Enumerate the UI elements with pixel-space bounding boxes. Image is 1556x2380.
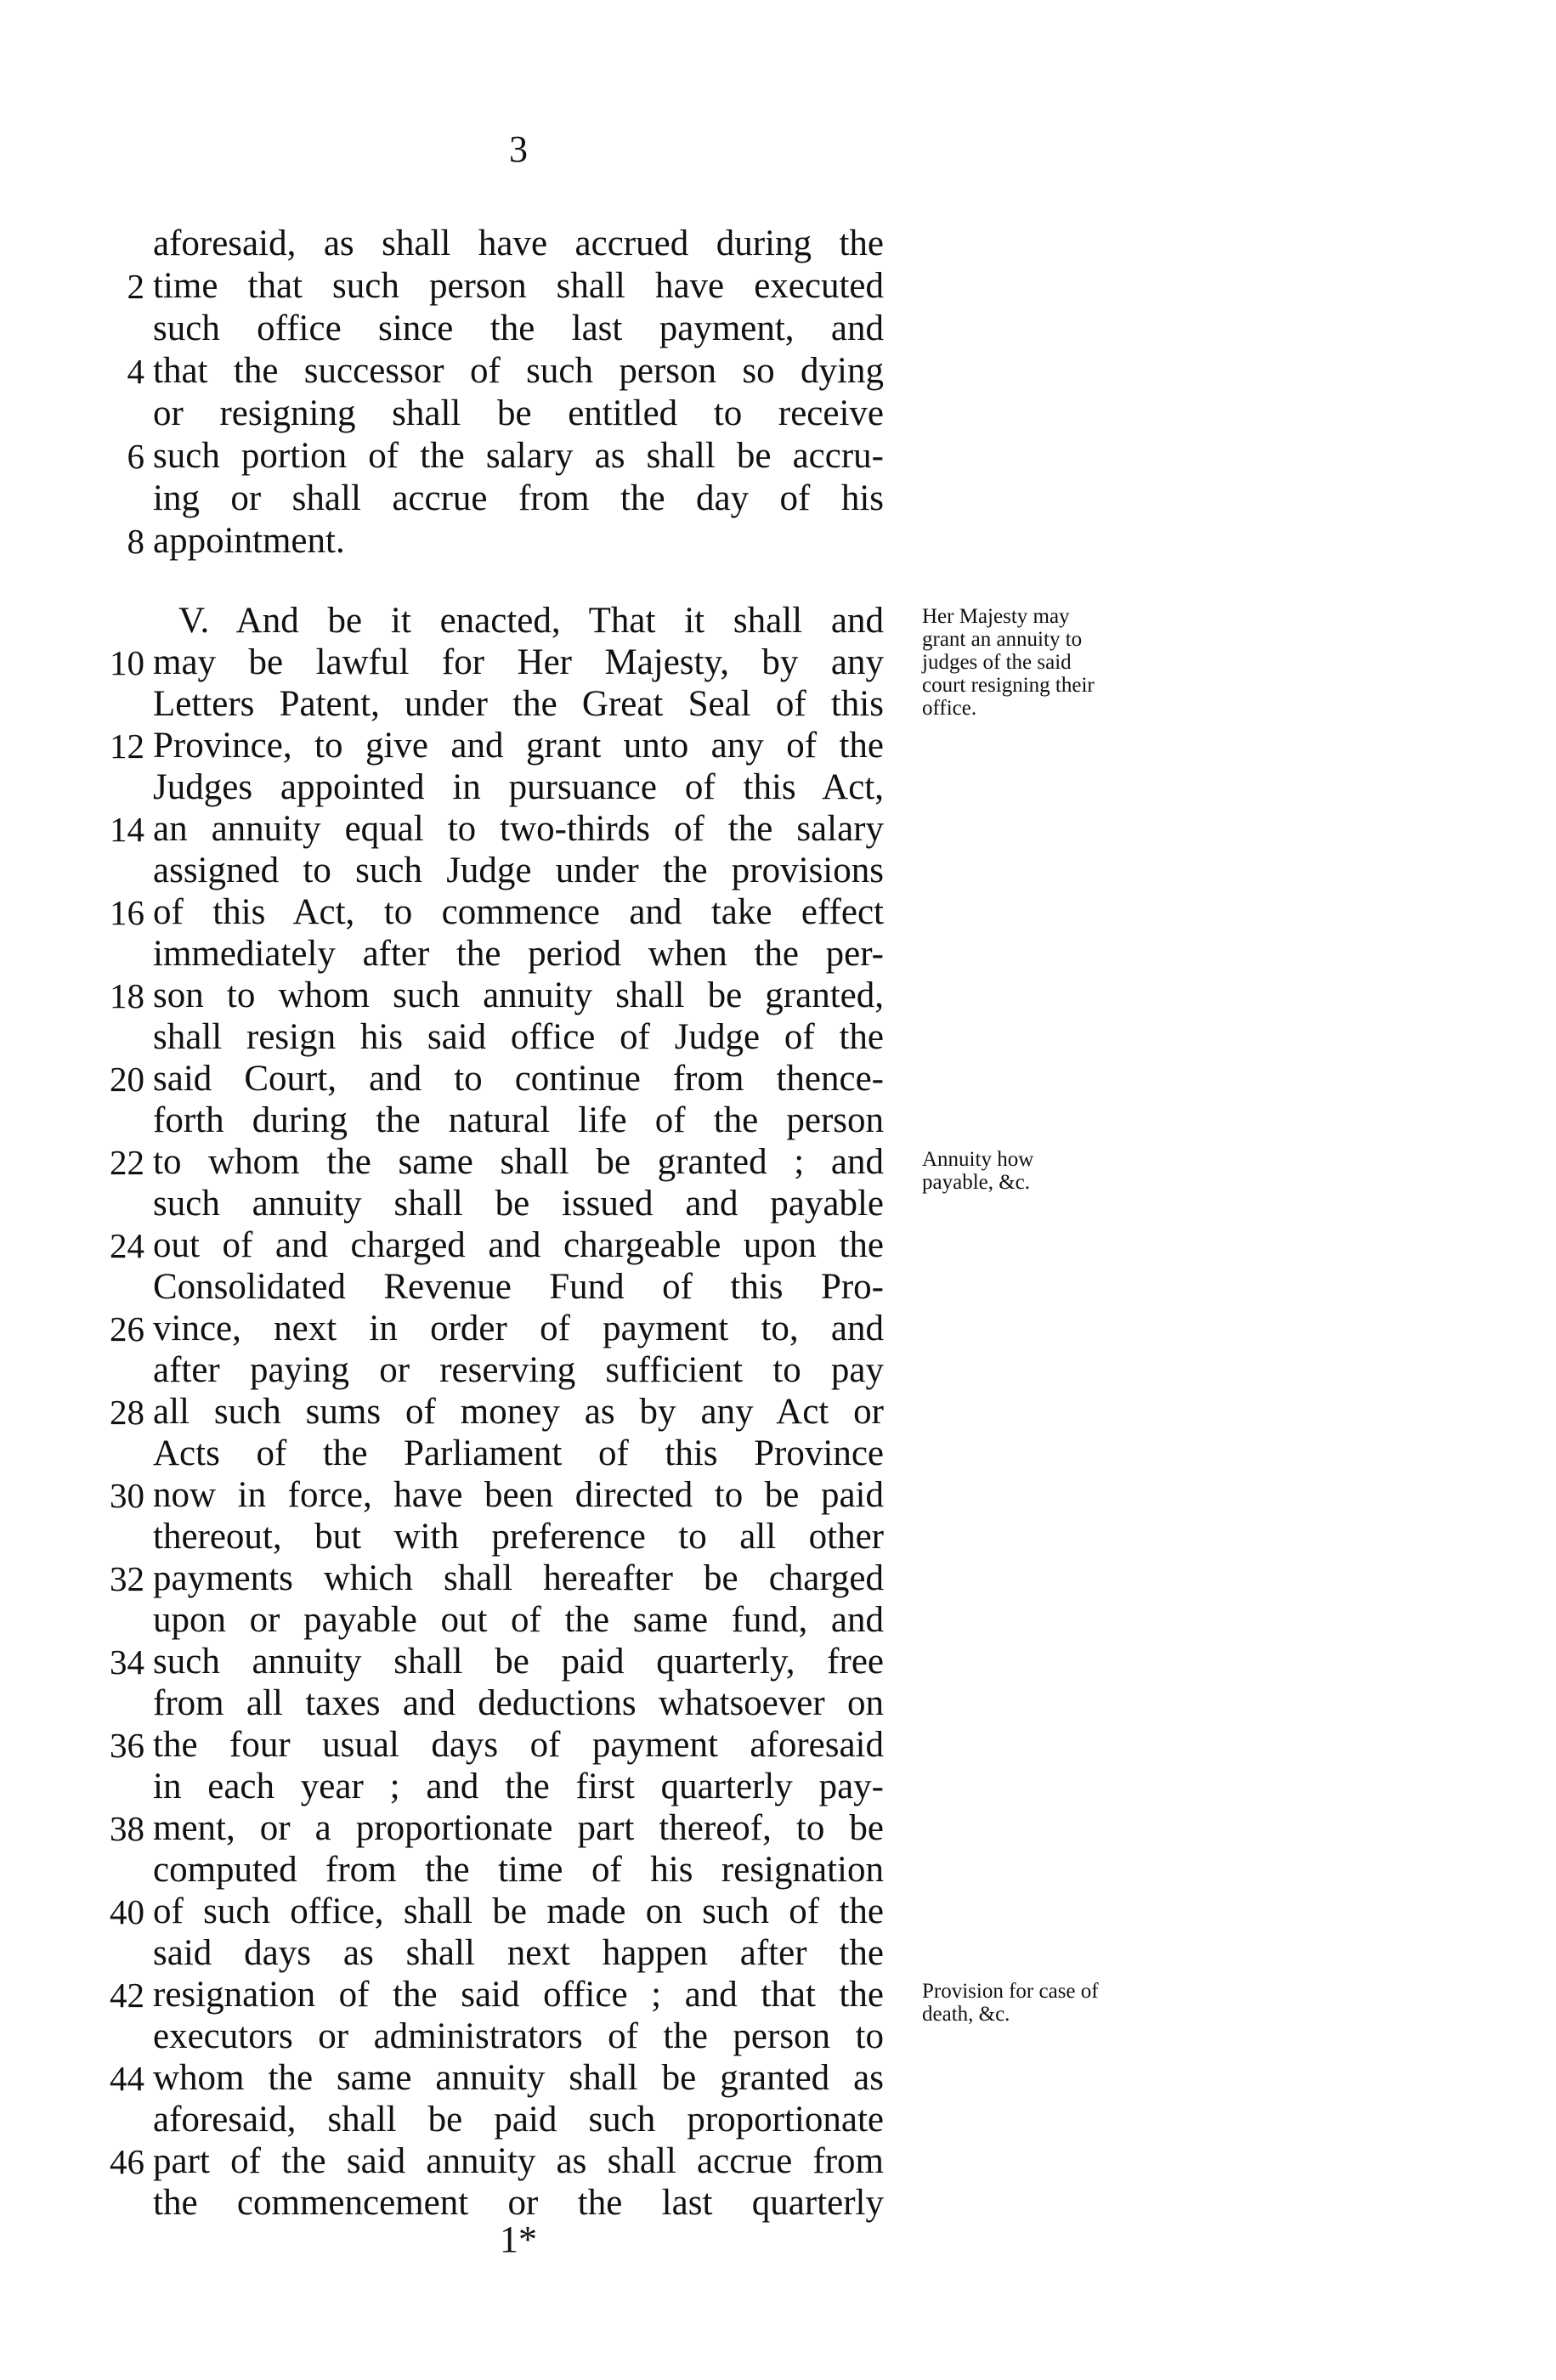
line-text: upon or payable out of the same fund, and <box>153 1600 884 1640</box>
line-text: all such sums of money as by any Act or <box>153 1392 884 1432</box>
line-text: Consolidated Revenue Fund of this Pro- <box>153 1267 884 1307</box>
line-text: such annuity shall be paid quarterly, free <box>153 1642 884 1682</box>
margin-note: Provision for case of death, &c. <box>922 1980 1099 2026</box>
line-number: 28 <box>110 1393 144 1432</box>
line-number: 26 <box>110 1309 144 1348</box>
line-text: Province, to give and grant unto any of the <box>153 726 884 766</box>
line-number: 18 <box>110 976 144 1015</box>
line-text: in each year ; and the first quarterly pay- <box>153 1767 884 1806</box>
line-text: now in force, have been directed to be paid <box>153 1475 884 1515</box>
line-number: 2 <box>127 267 144 306</box>
line-text: to whom the same shall be granted ; and <box>153 1142 884 1182</box>
line-text: executors or administrators of the person to <box>153 2016 884 2056</box>
line-number: 34 <box>110 1642 144 1682</box>
line-number: 16 <box>110 893 144 932</box>
margin-note: Her Majesty may grant an annuity to judges of the said court resigning their office. <box>922 605 1095 720</box>
line-number: 44 <box>110 2059 144 2098</box>
line-text: ing or shall accrue from the day of his <box>153 478 884 518</box>
line-number: 38 <box>110 1809 144 1848</box>
line-text: forth during the natural life of the person <box>153 1100 884 1140</box>
line-text: son to whom such annuity shall be granted, <box>153 975 884 1015</box>
line-text: immediately after the period when the per- <box>153 934 884 974</box>
line-text: resignation of the said office ; and that the <box>153 1975 884 2015</box>
line-text: from all taxes and deductions whatsoever on <box>153 1683 884 1723</box>
line-text: may be lawful for Her Majesty, by any <box>153 642 884 682</box>
line-number: 30 <box>110 1476 144 1515</box>
line-text: such portion of the salary as shall be accru- <box>153 436 884 476</box>
line-text: part of the said annuity as shall accrue from <box>153 2141 884 2181</box>
line-text: shall resign his said office of Judge of the <box>153 1017 884 1057</box>
line-text: aforesaid, as shall have accrued during the <box>153 223 884 263</box>
line-text: of this Act, to commence and take effect <box>153 892 884 932</box>
line-text: V. And be it enacted, That it shall and <box>178 601 884 641</box>
line-text: whom the same annuity shall be granted as <box>153 2058 884 2098</box>
line-text: payments which shall hereafter be charged <box>153 1558 884 1598</box>
line-number: 8 <box>127 522 144 561</box>
line-text: such office since the last payment, and <box>153 308 884 348</box>
line-number: 4 <box>127 352 144 391</box>
line-text: thereout, but with preference to all other <box>153 1517 884 1557</box>
line-text: out of and charged and chargeable upon the <box>153 1225 884 1265</box>
line-text: an annuity equal to two-thirds of the salary <box>153 809 884 849</box>
line-text: computed from the time of his resignation <box>153 1850 884 1890</box>
line-text: vince, next in order of payment to, and <box>153 1309 884 1348</box>
line-number: 40 <box>110 1892 144 1931</box>
page-number: 3 <box>509 128 528 170</box>
line-text: Acts of the Parliament of this Province <box>153 1433 884 1473</box>
line-text: appointment. <box>153 521 345 561</box>
line-text: the four usual days of payment aforesaid <box>153 1725 884 1765</box>
line-number: 10 <box>110 643 144 682</box>
line-number: 32 <box>110 1559 144 1598</box>
line-number: 12 <box>110 726 144 766</box>
line-text: after paying or reserving sufficient to pay <box>153 1350 884 1390</box>
line-text: or resigning shall be entitled to receive <box>153 393 884 433</box>
line-text: said days as shall next happen after the <box>153 1933 884 1973</box>
line-text: ment, or a proportionate part thereof, to be <box>153 1808 884 1848</box>
line-text: said Court, and to continue from thence- <box>153 1059 884 1099</box>
line-text: time that such person shall have executed <box>153 266 884 306</box>
line-number: 14 <box>110 810 144 849</box>
line-number: 22 <box>110 1143 144 1182</box>
signature-mark: 1* <box>500 2219 537 2260</box>
line-text: aforesaid, shall be paid such proportionate <box>153 2100 884 2140</box>
line-number: 24 <box>110 1226 144 1265</box>
line-number: 36 <box>110 1726 144 1765</box>
line-number: 42 <box>110 1976 144 2015</box>
line-text: such annuity shall be issued and payable <box>153 1184 884 1224</box>
line-text: the commencement or the last quarterly <box>153 2183 884 2223</box>
line-text: Judges appointed in pursuance of this Act, <box>153 767 884 807</box>
line-text: assigned to such Judge under the provisions <box>153 851 884 890</box>
line-number: 20 <box>110 1060 144 1099</box>
line-text: that the successor of such person so dying <box>153 351 884 391</box>
line-number: 46 <box>110 2142 144 2181</box>
line-number: 6 <box>127 437 144 476</box>
line-text: Letters Patent, under the Great Seal of this <box>153 684 884 724</box>
margin-note: Annuity how payable, &c. <box>922 1148 1034 1194</box>
line-text: of such office, shall be made on such of the <box>153 1891 884 1931</box>
